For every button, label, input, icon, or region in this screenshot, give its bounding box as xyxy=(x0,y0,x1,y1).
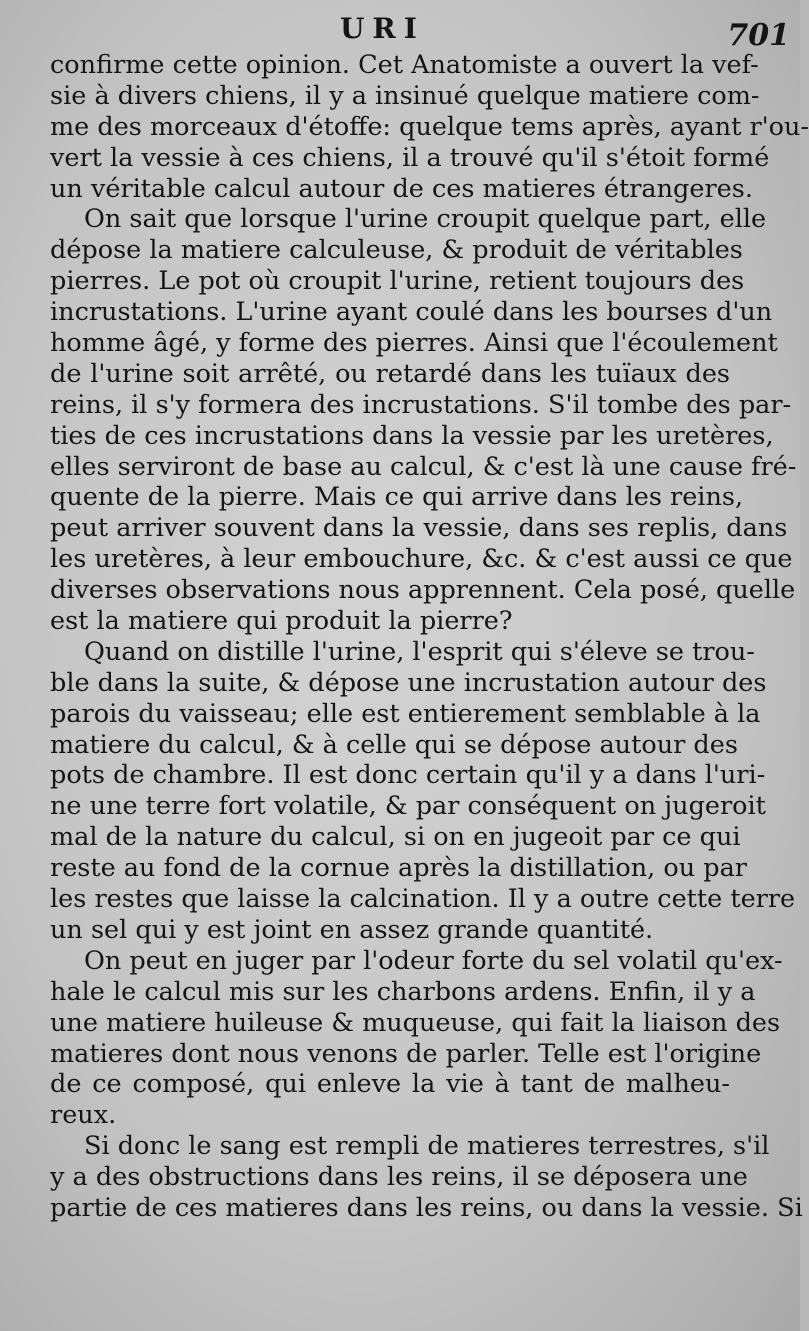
text-line: y a des obstructions dans les reins, il se déposera une xyxy=(50,1162,748,1193)
text-line: incrustations. L'urine ayant coulé dans les bourses d'un xyxy=(50,297,773,328)
text-line: de ce composé, qui enleve la vie à tant de malheu- xyxy=(50,1069,730,1100)
text-line: les restes que laisse la calcination. Il y a outre cette terre xyxy=(50,884,796,915)
text-line: matieres dont nous venons de parler. Telle est l'origine xyxy=(50,1038,762,1069)
text-line: On peut en juger par l'odeur forte du sel volatil qu'ex- xyxy=(84,945,783,976)
page-number: 701 xyxy=(727,18,790,53)
text-line: homme âgé, y forme des pierres. Ainsi que l'écoulement xyxy=(50,328,778,359)
text-line: ties de ces incrustations dans la vessie par les uretères, xyxy=(50,420,774,451)
text-line: confirme cette opinion. Cet Anatomiste a ouvert la vef- xyxy=(50,50,759,80)
text-line: diverses observations nous apprennent. Cela posé, quelle xyxy=(50,575,796,606)
text-line: reste au fond de la cornue après la distillation, ou par xyxy=(50,853,747,884)
text-line: Quand on distille l'urine, l'esprit qui s'éleve se trou- xyxy=(84,636,755,667)
text-line: Si donc le sang est rempli de matieres terrestres, s'il xyxy=(84,1131,770,1162)
text-line: reins, il s'y formera des incrustations. S'il tombe des par- xyxy=(50,389,792,420)
text-line: reux. xyxy=(50,1100,117,1131)
running-head: URI xyxy=(340,12,425,45)
text-line: peut arriver souvent dans la vessie, dans ses replis, dans xyxy=(50,513,788,544)
text-line: pots de chambre. Il est donc certain qu'il y a dans l'uri- xyxy=(50,760,766,791)
text-line: me des morceaux d'étoffe: quelque tems après, ayant r'ou- xyxy=(50,111,809,142)
text-line: dépose la matiere calculeuse, & produit de véritables xyxy=(50,235,743,266)
text-line: vert la vessie à ces chiens, il a trouvé qu'il s'étoit formé xyxy=(50,142,770,173)
text-line: sie à divers chiens, il y a insinué quelque matiere com- xyxy=(50,80,760,111)
text-line: ble dans la suite, & dépose une incrustation autour des xyxy=(50,667,767,698)
text-line: une matiere huileuse & muqueuse, qui fait la liaison des xyxy=(50,1007,781,1038)
text-line: les uretères, à leur embouchure, &c. & c'est aussi ce que xyxy=(50,544,793,575)
body-text xyxy=(50,50,809,1224)
text-line: est la matiere qui produit la pierre? xyxy=(50,606,513,637)
text-line: mal de la nature du calcul, si on en jugeoit par ce qui xyxy=(50,822,741,853)
text-line: elles serviront de base au calcul, & c'est là une cause fré- xyxy=(50,451,797,482)
text-line: quente de la pierre. Mais ce qui arrive dans les reins, xyxy=(50,482,744,513)
text-line: de l'urine soit arrêté, ou retardé dans les tuïaux des xyxy=(50,358,730,389)
text-line: un véritable calcul autour de ces matieres étrangeres. xyxy=(50,173,753,204)
text-line: hale le calcul mis sur les charbons ardens. Enfin, il y a xyxy=(50,976,756,1007)
text-line: partie de ces matieres dans les reins, ou dans la vessie. Si xyxy=(50,1192,803,1223)
text-line: On sait que lorsque l'urine croupit quelque part, elle xyxy=(84,204,767,235)
text-line: matiere du calcul, & à celle qui se dépose autour des xyxy=(50,729,738,760)
text-line: ne une terre fort volatile, & par conséquent on jugeroit xyxy=(50,791,766,822)
page-header xyxy=(0,10,800,53)
text-line: un sel qui y est joint en assez grande quantité. xyxy=(50,914,654,945)
text-line: pierres. Le pot où croupit l'urine, retient toujours des xyxy=(50,266,745,297)
text-line: parois du vaisseau; elle est entierement semblable à la xyxy=(50,698,761,729)
